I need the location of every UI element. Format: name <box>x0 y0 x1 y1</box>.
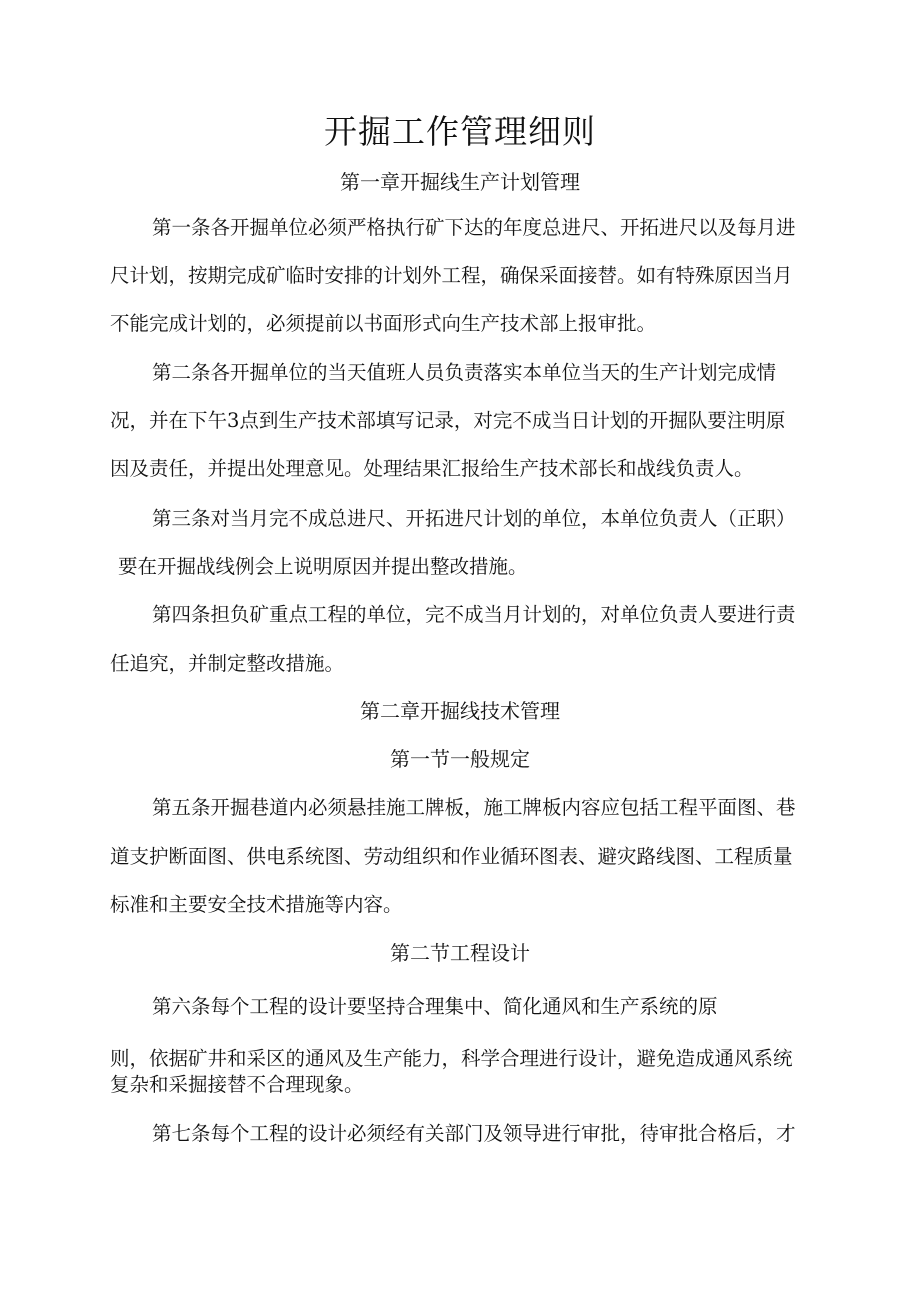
article-6-line-2: 则，依据矿井和采区的通风及生产能力，科学合理进行设计，避免造成通风系统 <box>110 1047 793 1070</box>
article-4-line-1: 第四条担负矿重点工程的单位，完不成当月计划的，对单位负责人要进行责 <box>152 603 796 626</box>
document-title: 开掘工作管理细则 <box>324 112 596 151</box>
chapter-heading-1: 第一章开掘线生产计划管理 <box>340 170 580 194</box>
article-1-line-1: 第一条各开掘单位必须严格执行矿下达的年度总进尺、开拓进尺以及每月进 <box>152 216 796 239</box>
chapter-heading-2: 第二章开掘线技术管理 <box>360 699 560 723</box>
article-5-line-1: 第五条开掘巷道内必须悬挂施工牌板，施工牌板内容应包括工程平面图、巷 <box>152 796 796 819</box>
article-6-line-1: 第六条每个工程的设计要坚持合理集中、简化通风和生产系统的原 <box>152 995 718 1018</box>
article-7-line-1: 第七条每个工程的设计必须经有关部门及领导进行审批，待审批合格后，才 <box>152 1122 796 1145</box>
article-3-line-2: 要在开掘战线例会上说明原因并提出整改措施。 <box>118 555 528 578</box>
article-2-line-1: 第二条各开掘单位的当天值班人员负责落实本单位当天的生产计划完成情 <box>152 361 777 384</box>
article-4-line-2: 任追究，并制定整改措施。 <box>110 652 345 675</box>
article-6-line-3: 复杂和采掘接替不合理现象。 <box>110 1073 364 1096</box>
article-1-line-2: 尺计划，按期完成矿临时安排的计划外工程，确保采面接替。如有特殊原因当月 <box>110 264 793 287</box>
article-5-line-2: 道支护断面图、供电系统图、劳动组织和作业循环图表、避灾路线图、工程质量 <box>110 845 793 868</box>
article-3-line-1: 第三条对当月完不成总进尺、开拓进尺计划的单位，本单位负责人（正职） <box>152 507 796 530</box>
article-1-line-3: 不能完成计划的，必须提前以书面形式向生产技术部上报审批。 <box>110 312 657 335</box>
section-heading-2: 第二节工程设计 <box>390 941 530 965</box>
article-2-line-3: 因及责任，并提出处理意见。处理结果汇报给生产技术部长和战线负责人。 <box>110 457 754 480</box>
section-heading-1: 第一节一般规定 <box>390 747 530 771</box>
article-5-line-3: 标准和主要安全技术措施等内容。 <box>110 893 403 916</box>
article-2-line-2: 况，并在下午3点到生产技术部填写记录，对完不成当日计划的开掘队要注明原 <box>110 409 786 432</box>
